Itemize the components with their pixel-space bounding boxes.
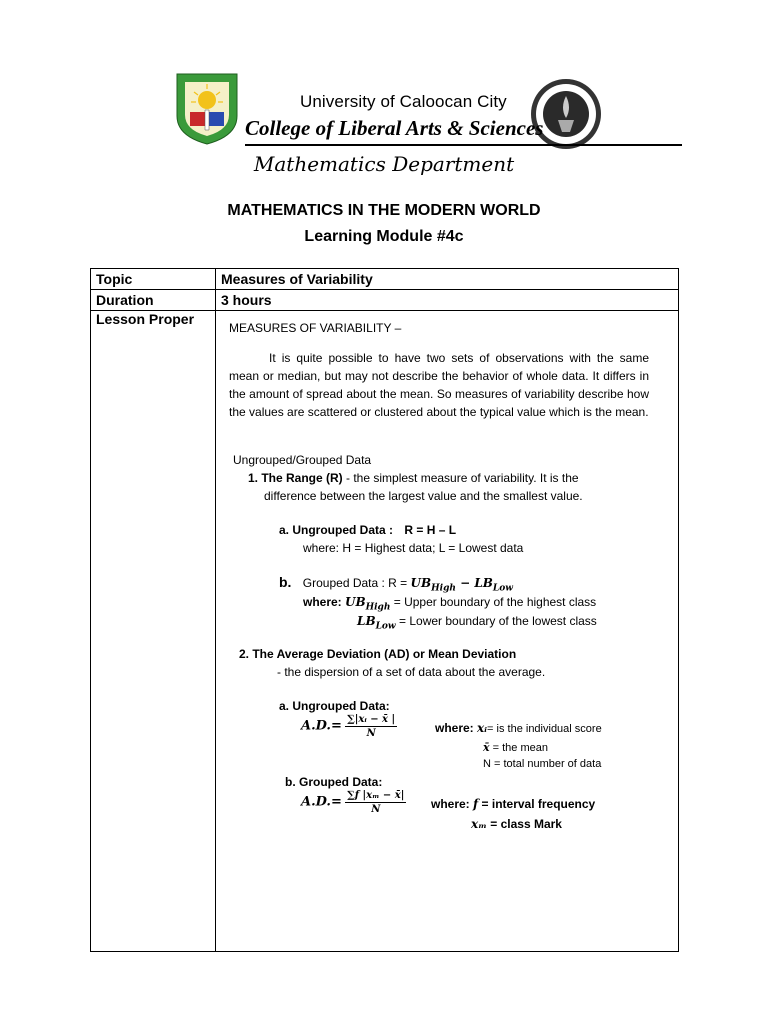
ad-denominator: N [366,728,376,739]
range-a-where: where: H = Highest data; L = Lowest data [303,541,524,555]
xi-symbol: xᵢ [477,721,488,735]
ad-a-where-line [435,719,602,738]
duration-label: Duration [91,290,216,311]
section-heading: Ungrouped/Grouped Data [233,453,372,467]
range-ungrouped [279,521,456,539]
ub-definition: = Upper boundary of the highest class [390,595,597,609]
lesson-paragraph: It is quite possible to have two sets of observations with the same mean or median, but may not describe the behavior of whole data. It differs in the amount of spread about the mean. So measures of variability describe how the values are scattered or clustered about the typical value which is the mean. [229,351,649,419]
ad-a-formula [301,713,397,740]
xm-line [471,815,562,833]
ad-title: 2. The Average Deviation (AD) or Mean Deviation [239,647,517,661]
lb-subscript: Low [492,583,514,594]
ad-b-formula [301,789,406,816]
header-divider [245,144,682,146]
lesson-content [216,311,679,952]
university-name: University of Caloocan City [300,92,507,111]
minus-sign: − [455,576,475,590]
ad-a-fraction [345,713,397,740]
xi-definition: = is the individual score [487,723,602,735]
range-title: 1. The Range (R) [248,471,343,485]
xm-definition: = class Mark [486,817,562,831]
range-a-formula: R = H – L [404,523,457,537]
table-row [91,269,679,290]
lb-subscript: Low [375,621,396,632]
ub-symbol: UB [345,595,366,609]
table-row [91,290,679,311]
n-definition: N = total number of data [483,758,602,770]
ad-a-numerator: ∑|xᵢ − x̄ | [347,714,396,725]
topic-label: Topic [91,269,216,290]
xm-symbol: xₘ [471,817,487,831]
range-a-label: a. Ungrouped Data : [279,523,394,537]
ad-b-label: b. Grouped Data: [285,775,383,789]
module-title: Learning Module #4c [304,228,464,245]
ad-a-label: a. Ungrouped Data: [279,699,390,713]
range-b-lb-line [357,612,597,635]
table-row [91,311,679,952]
lesson-heading: MEASURES OF VARIABILITY – [229,321,402,335]
range-b-text: Grouped Data : R = [302,576,411,590]
ub-subscript: High [365,602,391,613]
lb-definition: = Lower boundary of the lowest class [395,614,597,628]
range-desc-2: difference between the largest value and the smallest value. [264,489,583,503]
lb-symbol: LB [357,614,376,628]
department-name: Mathematics Department [253,152,515,176]
xbar-definition: = the mean [489,742,548,754]
ad-lhs: A.D.= [301,794,342,810]
ad-b-numerator: ∑f |xₘ − x̄| [347,790,405,801]
f-definition: = interval frequency [478,797,596,811]
range-desc: - the simplest measure of variability. It is the [342,471,579,485]
ad-b-where: where: [431,797,474,811]
range-b-where: where: [303,595,346,609]
lb-symbol: LB [474,576,493,590]
lesson-label: Lesson Proper [91,311,216,952]
module-table [90,268,679,952]
ad-b-fraction [345,789,406,816]
xbar-symbol: x̄ [483,741,490,754]
college-name: College of Liberal Arts & Sciences [245,116,544,140]
ad-a-where: where: [435,721,478,735]
range-b-label: b. [279,574,292,590]
ad-denominator: N [371,804,381,815]
duration-value: 3 hours [216,290,679,311]
ad-desc: - the dispersion of a set of data about the average. [277,665,546,679]
course-title: MATHEMATICS IN THE MODERN WORLD [227,202,541,219]
f-symbol: f [473,797,479,811]
topic-value: Measures of Variability [216,269,679,290]
ad-lhs: A.D.= [301,718,342,734]
university-seal-logo [172,70,242,146]
range-line [248,469,579,487]
ub-subscript: High [431,583,456,594]
ad-b-where-line [431,795,595,813]
ub-symbol: UB [410,576,432,590]
